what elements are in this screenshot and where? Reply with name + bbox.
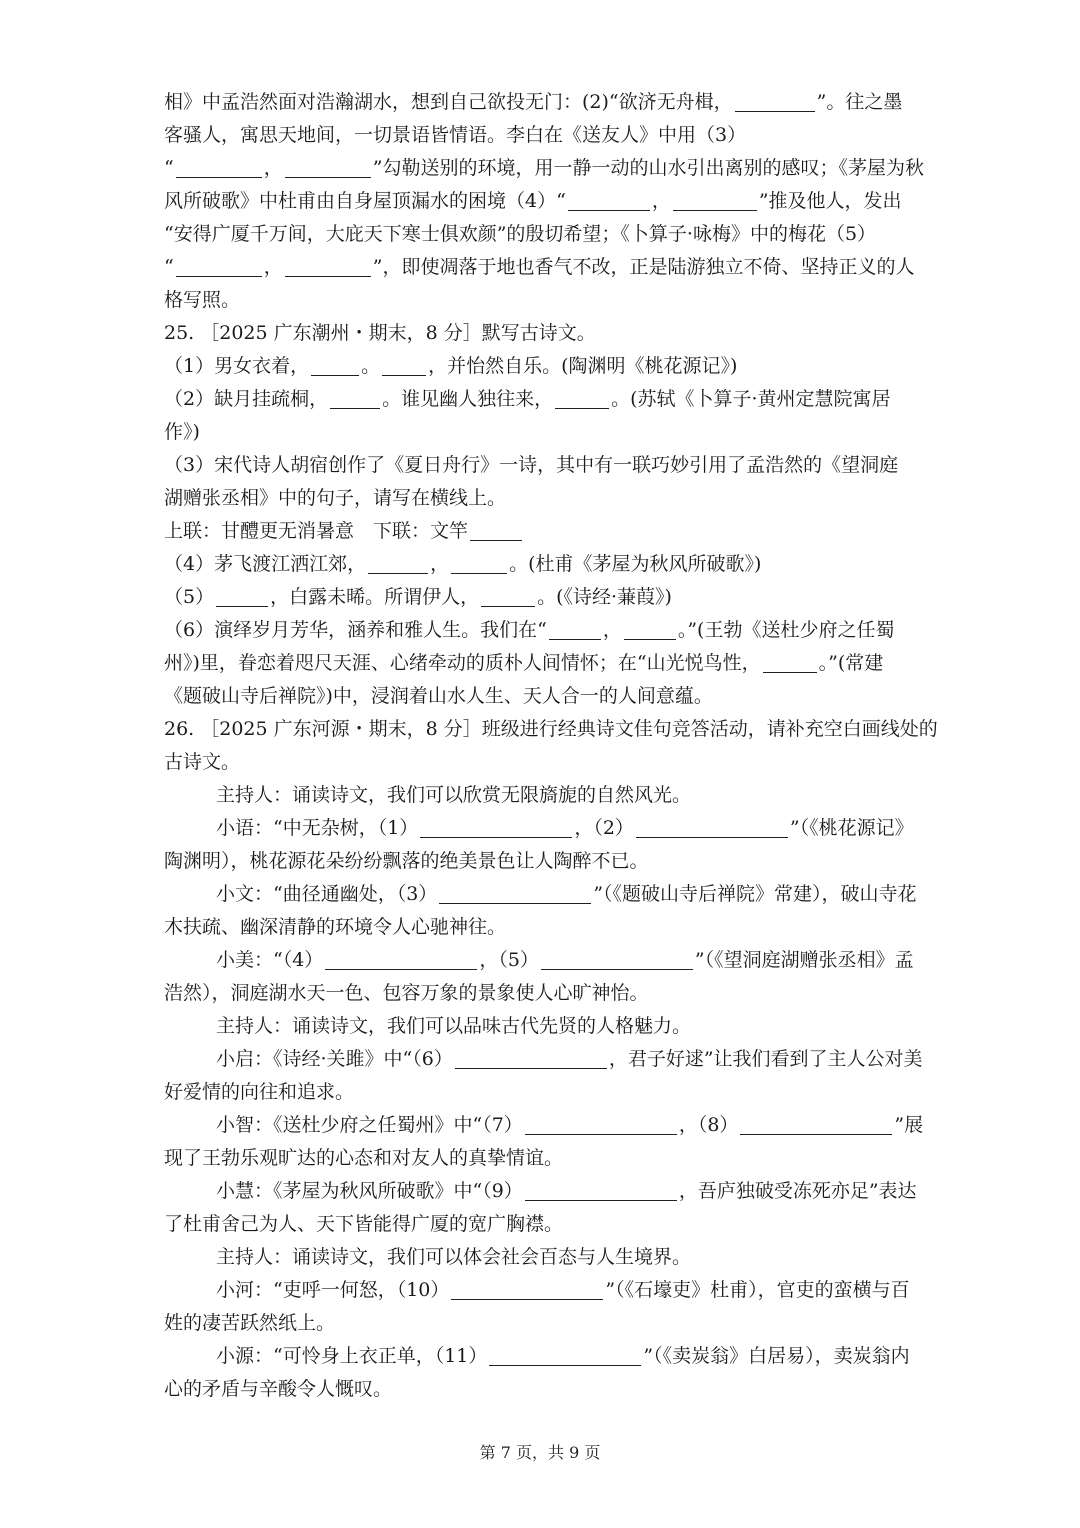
text-segment: ，君子好逑”让我们看到了主人公对美 <box>608 1048 923 1070</box>
text-line <box>164 1208 916 1241</box>
answer-blank[interactable] <box>624 619 676 640</box>
text-segment: ”推及他人，发出 <box>758 190 902 212</box>
text-line <box>164 1307 916 1340</box>
text-line <box>164 185 916 218</box>
text-segment: “安得广厦千万间，大庇天下寒士俱欢颜”的殷切希望；《卜算子·咏梅》中的梅花（5） <box>164 223 877 245</box>
answer-blank[interactable] <box>735 91 815 112</box>
text-line <box>164 746 916 779</box>
text-segment: 小慧：《茅屋为秋风所破歌》中“（9） <box>216 1180 523 1202</box>
text-segment: 现了王勃乐观旷达的心态和对友人的真挚情谊。 <box>164 1147 564 1169</box>
text-segment: 好爱情的向往和追求。 <box>164 1081 355 1103</box>
text-segment: 主持人：诵读诗文，我们可以体会社会百态与人生境界。 <box>216 1246 692 1268</box>
answer-blank[interactable] <box>525 1114 677 1135</box>
text-segment: 木扶疏、幽深清静的环境令人心驰神往。 <box>164 916 507 938</box>
text-segment: （1）男女衣着， <box>164 355 310 377</box>
text-segment: 。”(王勃《送杜少府之任蜀 <box>677 619 895 641</box>
text-segment: ，（2） <box>574 817 634 839</box>
text-line <box>164 1373 916 1406</box>
answer-blank[interactable] <box>216 586 268 607</box>
answer-blank[interactable] <box>382 355 426 376</box>
text-line <box>164 1109 924 1142</box>
answer-blank[interactable] <box>451 553 507 574</box>
page-footer: 第 7 页，共 9 页 <box>479 1443 601 1462</box>
text-segment: ”，即使凋落于地也香气不改，正是陆游独立不倚、坚持正义的人 <box>372 256 915 278</box>
text-line <box>164 449 916 482</box>
text-line <box>164 86 916 119</box>
answer-blank[interactable] <box>763 652 817 673</box>
answer-blank[interactable] <box>455 1048 607 1069</box>
text-line <box>164 944 916 977</box>
text-segment: 小启：《诗经·关雎》中“（6） <box>216 1048 453 1070</box>
text-line <box>164 119 916 152</box>
text-segment: 小美：“（4） <box>216 949 324 971</box>
answer-blank[interactable] <box>481 586 535 607</box>
document-body <box>164 86 938 1406</box>
text-line <box>164 515 916 548</box>
text-line <box>164 1274 916 1307</box>
text-line <box>164 845 916 878</box>
text-segment: ，白露未晞。所谓伊人， <box>270 586 480 608</box>
text-segment: 湖赠张丞相》中的句子，请写在横线上。 <box>164 487 507 509</box>
answer-blank[interactable] <box>176 256 262 277</box>
text-segment: （5） <box>164 586 215 608</box>
text-segment: 主持人：诵读诗文，我们可以品味古代先贤的人格魅力。 <box>216 1015 692 1037</box>
answer-blank[interactable] <box>525 1180 677 1201</box>
text-segment: 风所破歌》中杜甫由自身屋顶漏水的困境（4）“ <box>164 190 566 212</box>
text-segment: ”（《题破山寺后禅院》常建），破山寺花 <box>593 883 917 905</box>
text-line <box>164 647 916 680</box>
text-segment: 小河：“吏呼一何怒，（10） <box>216 1279 450 1301</box>
text-segment: 了杜甫舍己为人、天下皆能得广厦的宽广胸襟。 <box>164 1213 564 1235</box>
text-segment: 作》) <box>164 421 200 443</box>
text-segment: 陶渊明），桃花源花朵纷纷飘落的绝美景色让人陶醉不已。 <box>164 850 649 872</box>
text-segment: ”。往之墨 <box>816 91 903 113</box>
text-segment: 相》中孟浩然面对浩瀚湖水，想到自己欲投无门：(2)“欲济无舟楫， <box>164 91 733 113</box>
text-segment: ， <box>263 157 283 179</box>
text-segment: （2）缺月挂疏桐， <box>164 388 329 410</box>
text-segment: 25. ［2025 广东潮州・期末，8 分］默写古诗文。 <box>164 322 596 344</box>
text-segment: ，（5） <box>479 949 539 971</box>
text-line <box>164 416 916 449</box>
text-segment: （3）宋代诗人胡宿创作了《夏日舟行》一诗，其中有一联巧妙引用了孟浩然的《望洞庭 <box>164 454 899 476</box>
text-line <box>164 1241 916 1274</box>
text-line <box>164 581 916 614</box>
text-line <box>164 152 924 185</box>
text-segment: 小文：“曲径通幽处，（3） <box>216 883 438 905</box>
text-segment: ”勾勒送别的环境，用一静一动的山水引出离别的感叹；《茅屋为秋 <box>372 157 924 179</box>
text-segment: 。(《诗经·蒹葭》) <box>537 586 672 608</box>
text-segment: 26. ［2025 广东河源・期末，8 分］班级进行经典诗文佳句竞答活动，请补充空白画线处的 <box>164 718 938 740</box>
answer-blank[interactable] <box>325 949 477 970</box>
text-segment: 主持人：诵读诗文，我们可以欣赏无限旖旎的自然风光。 <box>216 784 692 806</box>
text-segment: 古诗文。 <box>164 751 241 773</box>
answer-blank[interactable] <box>489 1345 641 1366</box>
text-segment: 。”(常建 <box>818 652 884 674</box>
text-line <box>164 1175 916 1208</box>
answer-blank[interactable] <box>555 388 609 409</box>
text-segment: 浩然），洞庭湖水天一色、包容万象的景象使人心旷神怡。 <box>164 982 649 1004</box>
text-segment: ”展 <box>894 1114 924 1136</box>
text-line <box>164 1076 916 1109</box>
answer-blank[interactable] <box>740 1114 892 1135</box>
text-segment: ， <box>430 553 450 575</box>
answer-blank[interactable] <box>285 256 371 277</box>
answer-blank[interactable] <box>439 883 591 904</box>
text-segment: 。(苏轼《卜算子·黄州定慧院寓居 <box>611 388 891 410</box>
text-line <box>164 218 916 251</box>
text-line <box>164 779 916 812</box>
text-line <box>164 1010 916 1043</box>
text-segment: （6）演绎岁月芳华，涵养和雅人生。我们在“ <box>164 619 547 641</box>
answer-blank[interactable] <box>285 157 371 178</box>
text-segment: 小语：“中无杂树，（1） <box>216 817 419 839</box>
answer-blank[interactable] <box>176 157 262 178</box>
text-segment: ”（《望洞庭湖赠张丞相》孟 <box>694 949 914 971</box>
text-segment: ， <box>602 619 622 641</box>
answer-blank[interactable] <box>368 553 428 574</box>
text-line <box>164 383 916 416</box>
text-segment: ”（《石壕吏》杜甫），官吏的蛮横与百 <box>605 1279 910 1301</box>
text-segment: 姓的凄苦跃然纸上。 <box>164 1312 336 1334</box>
text-segment: “ <box>164 256 174 278</box>
text-line <box>164 1043 923 1076</box>
text-line <box>164 284 916 317</box>
text-line <box>164 350 916 383</box>
text-segment: 小源：“可怜身上衣正单，（11） <box>216 1345 488 1367</box>
text-line <box>164 713 938 746</box>
answer-blank[interactable] <box>541 949 693 970</box>
text-line <box>164 482 916 515</box>
text-segment: ”（《卖炭翁》白居易），卖炭翁内 <box>643 1345 910 1367</box>
text-line <box>164 680 916 713</box>
text-segment: 格写照。 <box>164 289 241 311</box>
answer-blank[interactable] <box>549 619 601 640</box>
answer-blank[interactable] <box>470 520 522 541</box>
text-line <box>164 251 916 284</box>
text-segment: 《题破山寺后禅院》)中，浸润着山水人生、天人合一的人间意蕴。 <box>164 685 713 707</box>
text-segment: 小智：《送杜少府之任蜀州》中“（7） <box>216 1114 523 1136</box>
text-line <box>164 317 916 350</box>
answer-blank[interactable] <box>330 388 380 409</box>
text-line <box>164 1340 916 1373</box>
text-line <box>164 1142 916 1175</box>
text-segment: “ <box>164 157 174 179</box>
text-segment: ， <box>651 190 671 212</box>
text-segment: 上联：甘醴更无消暑意 下联：文竿 <box>164 520 469 542</box>
text-line <box>164 977 916 1010</box>
text-segment: ，并怡然自乐。(陶渊明《桃花源记》) <box>428 355 738 377</box>
text-segment: ，（8） <box>678 1114 739 1136</box>
text-segment: ， <box>263 256 283 278</box>
text-segment: 客骚人，寓思天地间，一切景语皆情语。李白在《送友人》中用（3） <box>164 124 747 146</box>
text-segment: 心的矛盾与辛酸令人慨叹。 <box>164 1378 393 1400</box>
text-segment: 州》)里，眷恋着咫尺天涯、心绪牵动的质朴人间情怀；在“山光悦鸟性， <box>164 652 761 674</box>
text-segment: 。 <box>361 355 381 377</box>
text-line <box>164 548 916 581</box>
text-segment: ，吾庐独破受冻死亦足”表达 <box>678 1180 917 1202</box>
text-line <box>164 812 916 845</box>
answer-blank[interactable] <box>311 355 359 376</box>
answer-blank[interactable] <box>673 190 757 211</box>
text-segment: 。(杜甫《茅屋为秋风所破歌》) <box>509 553 762 575</box>
text-segment: 。谁见幽人独往来， <box>382 388 554 410</box>
text-segment: ”（《桃花源记》 <box>789 817 914 839</box>
text-line <box>164 878 916 911</box>
answer-blank[interactable] <box>636 817 788 838</box>
text-segment: （4）茅飞渡江洒江郊， <box>164 553 367 575</box>
answer-blank[interactable] <box>451 1279 603 1300</box>
answer-blank[interactable] <box>568 190 650 211</box>
text-line <box>164 614 916 647</box>
answer-blank[interactable] <box>420 817 572 838</box>
text-line <box>164 911 916 944</box>
